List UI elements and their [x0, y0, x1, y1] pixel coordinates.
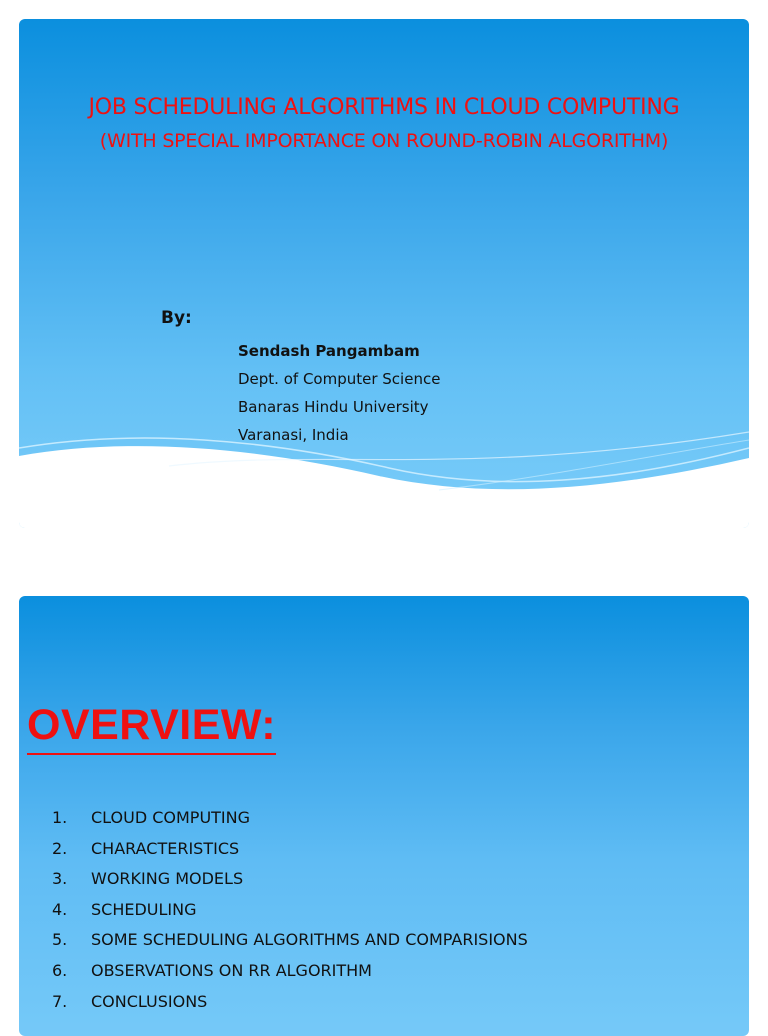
- list-item-text: SOME SCHEDULING ALGORITHMS AND COMPARISIONS: [91, 930, 528, 950]
- overview-list-item: [52, 956, 528, 987]
- list-item-number: 6.: [52, 960, 68, 980]
- overview-list-item: [52, 925, 528, 956]
- overview-slide: [19, 596, 749, 1036]
- list-item-text: CHARACTERISTICS: [91, 838, 240, 858]
- author-name: Sendash Pangambam: [238, 342, 420, 360]
- slide-subtitle: (WITH SPECIAL IMPORTANCE ON ROUND-ROBIN ALGORITHM): [99, 130, 669, 152]
- overview-list-item: [52, 987, 528, 1018]
- list-item-number: 7.: [52, 991, 68, 1011]
- wave-decoration: [19, 418, 749, 528]
- list-item-text: WORKING MODELS: [91, 869, 244, 889]
- list-item-text: CLOUD COMPUTING: [91, 808, 251, 827]
- by-label: By:: [161, 308, 192, 328]
- list-item-number: 1.: [52, 808, 68, 827]
- title-slide: [19, 19, 749, 528]
- overview-list-item: [52, 895, 528, 926]
- overview-list-item: [52, 803, 528, 834]
- list-item-text: OBSERVATIONS ON RR ALGORITHM: [91, 960, 372, 980]
- list-item-number: 3.: [52, 869, 68, 889]
- list-item-number: 2.: [52, 838, 68, 858]
- author-dept: Dept. of Computer Science: [238, 370, 441, 388]
- list-item-text: CONCLUSIONS: [91, 991, 208, 1011]
- slide-title: JOB SCHEDULING ALGORITHMS IN CLOUD COMPUTING: [88, 95, 680, 120]
- author-university: Banaras Hindu University: [238, 398, 429, 416]
- list-item-number: 5.: [52, 930, 68, 950]
- overview-heading: OVERVIEW:: [27, 700, 276, 755]
- overview-list-item: [52, 864, 528, 895]
- overview-list-item: [52, 834, 528, 865]
- overview-list: [52, 803, 528, 1017]
- author-location: Varanasi, India: [238, 426, 349, 444]
- list-item-number: 4.: [52, 899, 68, 919]
- list-item-text: SCHEDULING: [91, 899, 197, 919]
